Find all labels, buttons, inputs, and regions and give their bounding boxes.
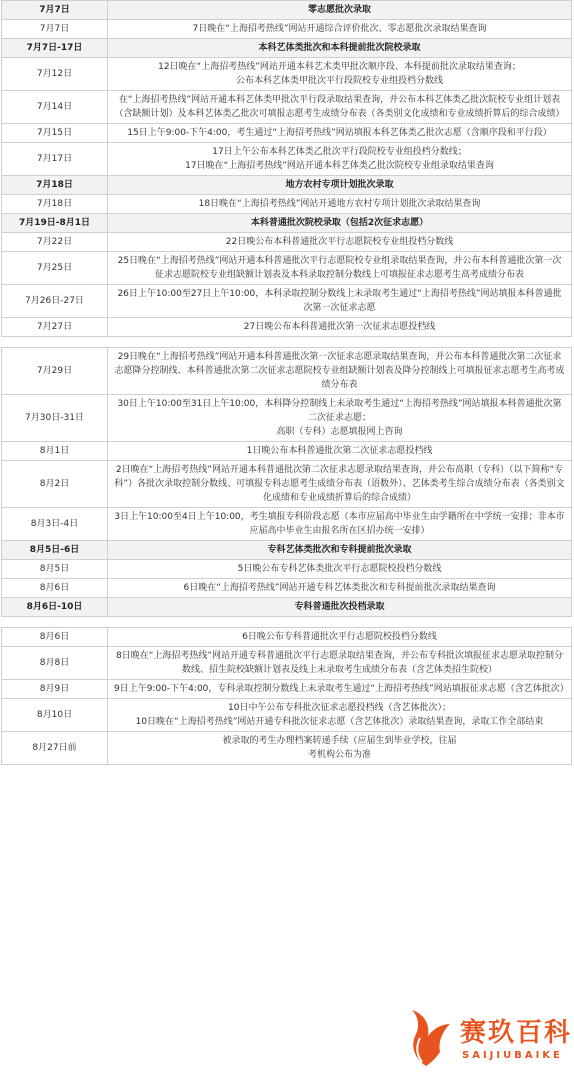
row-description [108, 124, 572, 143]
phase-title [108, 176, 572, 195]
description-line: 29日晚在“上海招考热线”网站开通本科普通批次第一次征求志愿录取结果查询，并公布本科普通批次第二次征求志愿降分控制线、本科普通批次第二次征求志愿院校专业组缺额计划表及降分控制线上可填报征求志愿考生高考成绩分布表 [114, 352, 565, 390]
schedule-row [2, 91, 572, 124]
row-description [108, 647, 572, 680]
row-date: 8月3日-4日 [2, 508, 108, 541]
row-date: 7月29日 [2, 348, 108, 395]
schedule-row [2, 285, 572, 318]
row-description [108, 732, 572, 765]
description-line: 22日晚公布本科普通批次平行志愿院校专业组投档分数线 [225, 237, 454, 247]
row-date: 7月12日 [2, 58, 108, 91]
description-line: 本科普通批次院校录取（包括2次征求志愿） [250, 218, 429, 228]
row-description [108, 318, 572, 337]
row-description [108, 560, 572, 579]
row-date: 7月17日 [2, 143, 108, 176]
schedule-row [2, 461, 572, 508]
fish-tail-logo-icon [400, 1006, 452, 1068]
phase-header-row [2, 1, 572, 20]
row-description [108, 285, 572, 318]
description-line: 17日上午公布本科艺体类乙批次平行段院校专业组投档分数线； [212, 147, 467, 157]
row-date: 8月27日前 [2, 732, 108, 765]
description-line: 零志愿批次录取 [307, 5, 371, 15]
schedule-row [2, 195, 572, 214]
description-line: 6日晚在“上海招考热线”网站开通专科艺体类批次和专科提前批次录取结果查询 [183, 583, 496, 593]
schedule-table [1, 347, 572, 617]
description-line: 7日晚在“上海招考热线”网站开通综合评价批次、零志愿批次录取结果查询 [192, 24, 487, 34]
description-line: 5日晚公布专科艺体类批次平行志愿院校投档分数线 [237, 564, 442, 574]
row-description [108, 143, 572, 176]
schedule-row [2, 699, 572, 732]
schedule-row [2, 560, 572, 579]
schedule-row [2, 442, 572, 461]
row-description [108, 579, 572, 598]
phase-title [108, 1, 572, 20]
row-description [108, 348, 572, 395]
description-line: 27日晚公布本科普通批次第一次征求志愿投档线 [243, 322, 436, 332]
row-date: 7月26日-27日 [2, 285, 108, 318]
row-date: 8月6日 [2, 628, 108, 647]
row-date: 7月25日 [2, 252, 108, 285]
phase-title [108, 214, 572, 233]
schedule-row [2, 233, 572, 252]
row-description [108, 442, 572, 461]
row-date: 7月18日 [2, 195, 108, 214]
section-gap [0, 617, 574, 627]
row-date: 7月19日-8月1日 [2, 214, 108, 233]
description-line: 公布本科艺体类甲批次平行段院校专业组投档分数线 [235, 76, 443, 86]
row-description [108, 699, 572, 732]
row-date: 8月1日 [2, 442, 108, 461]
schedule-row [2, 628, 572, 647]
row-description [108, 233, 572, 252]
schedule-row [2, 20, 572, 39]
phase-header-row [2, 541, 572, 560]
schedule-row [2, 124, 572, 143]
schedule-table [1, 627, 572, 765]
row-date: 7月18日 [2, 176, 108, 195]
phase-title [108, 39, 572, 58]
schedule-row [2, 732, 572, 765]
row-description [108, 58, 572, 91]
watermark-subtitle: SAIJIUBAIKE [462, 1050, 563, 1061]
description-line: 17日晚在“上海招考热线”网站开通本科艺体类乙批次院校专业组录取结果查询 [185, 161, 494, 171]
row-date: 7月30日-31日 [2, 395, 108, 442]
row-date: 7月7日 [2, 20, 108, 39]
schedule-row [2, 680, 572, 699]
row-date: 7月15日 [2, 124, 108, 143]
phase-header-row [2, 176, 572, 195]
description-line: 18日晚在“上海招考热线”网站开通地方农村专项计划批次录取结果查询 [198, 199, 481, 209]
schedule-row [2, 143, 572, 176]
row-date: 8月5日 [2, 560, 108, 579]
row-date: 8月6日-10日 [2, 598, 108, 617]
description-line: 3日上午10:00至4日上午10:00，考生填报专科阶段志愿（本市应届高中毕业生由学籍所在中学统一安排；非本市应届高中毕业生由报名所在区招办统一安排） [114, 512, 565, 536]
description-line: 专科艺体类批次和专科提前批次录取 [267, 545, 412, 555]
schedule-row [2, 252, 572, 285]
phase-title [108, 541, 572, 560]
watermark-title: 赛玖百科 [460, 1018, 573, 1048]
description-line: 本科艺体类批次和本科提前批次院校录取 [258, 43, 421, 53]
row-description [108, 91, 572, 124]
description-line: 15日上午9:00-下午4:00，考生通过“上海招考热线”网站填报本科艺体类乙批次志愿（含顺序段和平行段） [127, 128, 552, 138]
description-line: 12日晚在“上海招考热线”网站开通本科艺术类甲批次顺序段、本科提前批次录取结果查询； [158, 62, 521, 72]
schedule-row [2, 395, 572, 442]
row-date: 8月2日 [2, 461, 108, 508]
description-line: 地方农村专项计划批次录取 [285, 180, 394, 190]
description-line: 考机构公布为准 [307, 750, 371, 760]
row-date: 8月9日 [2, 680, 108, 699]
row-description [108, 461, 572, 508]
schedule-row [2, 348, 572, 395]
row-date: 8月8日 [2, 647, 108, 680]
description-line: 专科普通批次投档录取 [294, 602, 385, 612]
schedule-row [2, 647, 572, 680]
description-line: 8日晚在“上海招考热线”网站开通专科普通批次平行志愿录取结果查询，并公布专科批次填报征求志愿录取控制分数线、招生院校缺额计划表及线上未录取考生成绩分布表（含艺体类招生院校） [115, 651, 564, 675]
description-line: 25日晚在“上海招考热线”网站开通本科普通批次平行志愿院校专业组录取结果查询，并公布本科普通批次第一次征求志愿院校专业组缺额计划表及本科录取控制分数线上可填报征求志愿考生高考成绩分布表 [117, 256, 562, 280]
description-line: 被录取的考生办理档案转递手续（应届生到毕业学校，往届 [222, 736, 457, 746]
watermark [396, 1002, 571, 1074]
schedule-table [1, 0, 572, 337]
description-line: 10日晚在“上海招考热线”网站开通专科批次征求志愿（含艺体批次）录取结果查询，录取工作全部结束 [135, 717, 544, 727]
row-description [108, 20, 572, 39]
description-line: 在“上海招考热线”网站开通本科艺体类甲批次平行段录取结果查询，并公布本科艺体类乙批次院校专业组计划表（含缺额计划）及本科艺体类乙批次可填报志愿考生成绩分布表（各类别文化成绩和专业成绩折算后的综合成绩） [114, 95, 565, 119]
phase-header-row [2, 39, 572, 58]
row-date: 7月14日 [2, 91, 108, 124]
description-line: 10日中午公布专科批次征求志愿投档线（含艺体批次）； [228, 703, 451, 713]
row-description [108, 680, 572, 699]
row-date: 7月27日 [2, 318, 108, 337]
description-line: 6日晚公布专科普通批次平行志愿院校投档分数线 [242, 632, 437, 642]
row-date: 7月22日 [2, 233, 108, 252]
section-gap [0, 337, 574, 347]
description-line: 高职（专科）志愿填报网上咨询 [276, 427, 403, 437]
row-date: 8月5日-6日 [2, 541, 108, 560]
schedule-row [2, 318, 572, 337]
schedule-row [2, 58, 572, 91]
row-description [108, 628, 572, 647]
row-description [108, 395, 572, 442]
row-date: 7月7日-17日 [2, 39, 108, 58]
phase-header-row [2, 598, 572, 617]
description-line: 1日晚公布本科普通批次第二次征求志愿投档线 [246, 446, 433, 456]
row-date: 8月10日 [2, 699, 108, 732]
row-date: 8月6日 [2, 579, 108, 598]
row-date: 7月7日 [2, 1, 108, 20]
schedule-row [2, 579, 572, 598]
phase-title [108, 598, 572, 617]
phase-header-row [2, 214, 572, 233]
row-description [108, 195, 572, 214]
description-line: 9日上午9:00-下午4:00，专科录取控制分数线上未录取考生通过“上海招考热线”网站填报征求志愿（含艺体批次） [114, 684, 569, 694]
row-description [108, 508, 572, 541]
schedule-row [2, 508, 572, 541]
description-line: 26日上午10:00至27日上午10:00，本科录取控制分数线上未录取考生通过“上海招考热线”网站填报本科普通批次第一次征求志愿 [117, 289, 562, 313]
row-description [108, 252, 572, 285]
description-line: 30日上午10:00至31日上午10:00，本科降分控制线上未录取考生通过“上海招考热线”网站填报本科普通批次第二次征求志愿； [117, 399, 562, 423]
description-line: 2日晚在“上海招考热线”网站开通本科普通批次第二次征求志愿录取结果查询，并公布高职（专科）（以下简称“专科”）各批次录取控制分数线、可填报专科志愿考生成绩分布表（语数外）、艺体类考生综合成绩分布表（各类别文化成绩和专业成绩折算后的综合成绩） [114, 465, 565, 503]
